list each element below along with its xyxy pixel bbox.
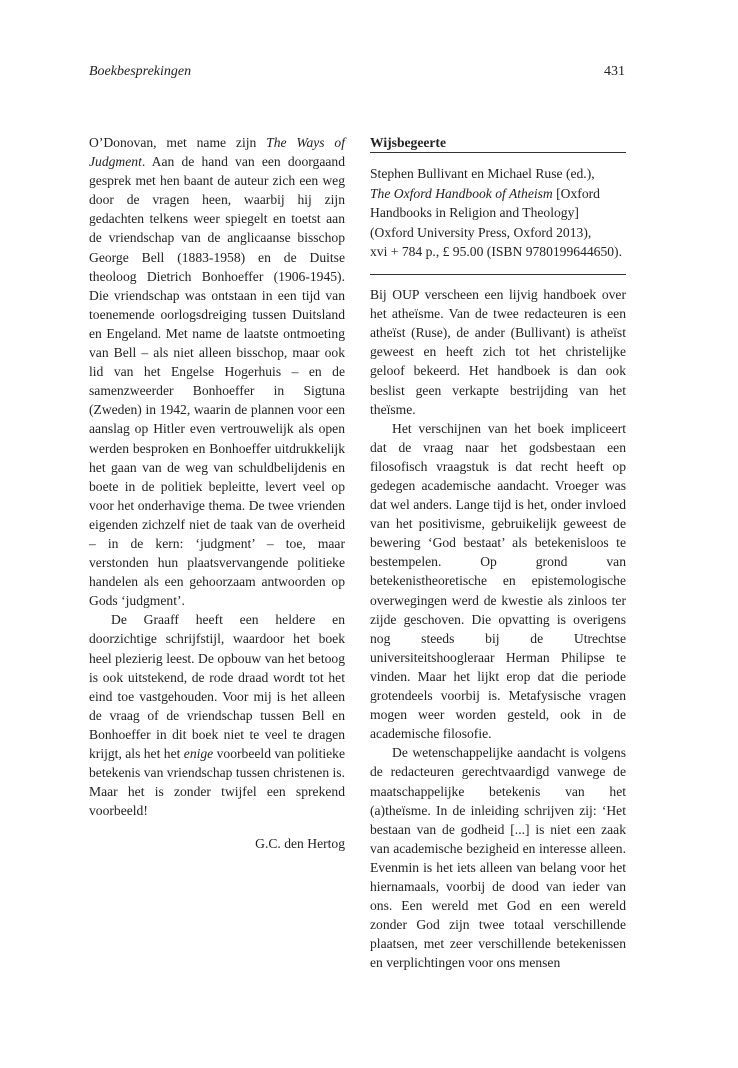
right-paragraph-2: Het verschijnen van het boek impliceert dat de vraag naar het godsbestaan een filosofisch vraagstuk is dat recht heeft op gedegen academische aandacht. Vroeger was dat wel anders. Lange tijd is het, onder invloed van het positivisme, gebruikelijk geweest de bewering ‘God bestaat’ als betekenisloos te bestempelen. Op grond van betekenistheoretische en epistemologische overwegingen werd de kwestie als zinloos ter zijde geschoven. Die opvatting is overigens nog steeds bij de Utrechtse universiteitshoogleraar Herman Philipse te vinden. Maar het lijkt erop dat die periode grotendeels voorbij is. Metafysische vragen mogen weer worden gesteld, ook in de academische filosofie. bbox=[370, 420, 626, 742]
right-paragraph-3: De wetenschappelijke aandacht is volgens de redacteuren gerechtvaardigd vanwege de maatschappelijke betekenis van het (a)theïsme. In de inleiding schrijven zij: ‘Het bestaan van de godheid [...] is niet een zaak van academische bezigheid en interesse alleen. Evenmin is het iets alleen van belang voor het hiernamaals, voorbij de dood van ieder van ons. Een wereld met God en een wereld zonder God zijn twee totaal verschillende plaatsen, met zeer verschillende betekenissen en verplichtingen voor ons mensen bbox=[370, 745, 626, 971]
biblio-series: [Oxford Handbooks in Religion and Theology] bbox=[370, 185, 600, 221]
reviewer-signature: G.C. den Hertog bbox=[255, 836, 345, 852]
left-paragraph-2 bbox=[89, 610, 345, 820]
biblio-publisher: (Oxford University Press, Oxford 2013), bbox=[370, 224, 592, 240]
section-title: Boekbesprekingen bbox=[89, 64, 192, 79]
biblio-details: xvi + 784 p., £ 95.00 (ISBN 9780199644650). bbox=[370, 244, 622, 260]
left-paragraph-1 bbox=[89, 133, 345, 610]
left-p2-text-a: De Graaff heeft een heldere en doorzichtige schrijfstijl, waardoor het boek heel plezierig leest. De opbouw van het betoog is ook uitstekend, de rode draad wordt tot het eind toe vastgehouden. Voor mij is het alleen de vraag of de vriendschap tussen Bell en Bonhoeffer in dit boek niet te veel te dragen krijgt, als het het bbox=[89, 612, 345, 761]
divider-bottom bbox=[370, 274, 626, 275]
emphasis-enige: enige bbox=[183, 746, 214, 761]
book-title-ways-of-judgment: The Ways of Judgment bbox=[89, 135, 345, 170]
left-p1-text-a: O’Donovan, met name zijn bbox=[89, 135, 267, 150]
section-heading: Wijsbegeerte bbox=[370, 135, 446, 150]
left-p1-text-b: . Aan de hand van een doorgaand gesprek met hen baant de auteur zich een weg door de vragen heen, waarbij hij zijn gedachten telkens weer spiegelt en toetst aan de vriendschap van de anglicaanse bisschop George Bell (1883-1958) en de Duitse theoloog Dietrich Bonhoeffer (1906-1945). Die vriendschap was ontstaan in een tijd van toenemende oorlogsdreiging tussen Duitsland en Engeland. Met name de laatste ontmoeting van Bell – als niet alleen bisschop, maar ook lid van het Engelse Hogerhuis – en de samenzweerder Bonhoeffer in Sigtuna (Zweden) in 1942, waarin de plannen voor een aanslag op Hitler even vertrouwelijk als open werden besproken en Bonhoeffer uitdrukkelijk het gaan van de weg van schuldbelijdenis en boete in de politiek bepleitte, levert veel op voor het onderhavige thema. De twee vrienden eigenden zichzelf niet de taak van de overheid – in de kern: ‘judgment’ – toe, maar verstonden hun plaatsvervangende politieke handelen als een gehoorzaam antwoorden op Gods ‘judgment’. bbox=[89, 154, 345, 609]
divider-top bbox=[370, 152, 626, 153]
bibliographic-entry bbox=[370, 164, 626, 262]
biblio-authors: Stephen Bullivant en Michael Ruse (ed.), bbox=[370, 166, 595, 182]
right-column bbox=[370, 133, 626, 972]
biblio-title: The Oxford Handbook of Atheism bbox=[370, 185, 553, 201]
page-number: 431 bbox=[604, 64, 625, 79]
left-p2-text-b: voorbeeld van politieke betekenis van vriendschap tussen christenen is. Maar het is zonder twijfel een sprekend voorbeeld! bbox=[89, 746, 345, 819]
right-paragraph-1: Bij OUP verscheen een lijvig handboek over het atheïsme. Van de twee redacteuren is een atheïst (Ruse), de ander (Bullivant) is atheïst geweest en heeft zich tot het christelijke geloof bekeerd. Het handboek is dan ook beslist geen verkapte bestrijding van het theïsme. bbox=[370, 287, 626, 417]
left-column bbox=[89, 133, 345, 853]
